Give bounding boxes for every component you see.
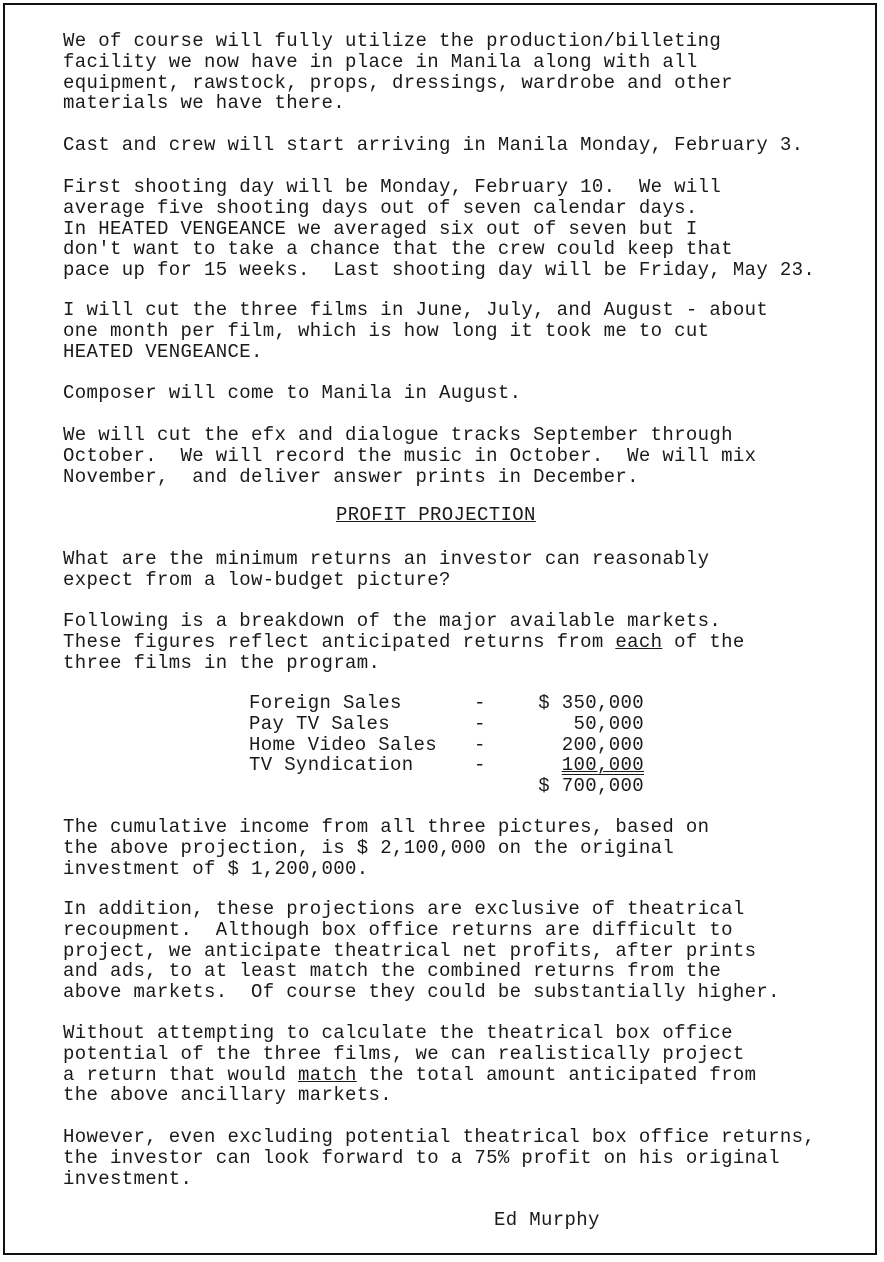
signature: Ed Murphy — [494, 1209, 600, 1231]
paragraph-addition: In addition, these projections are exclusive of theatrical recoupment. Although box office returns are difficult to project, we anticipate theatrical net profits, after prints and ads, to at least match the combined returns from the above markets. Of course they could be substantially higher. — [63, 898, 780, 1004]
total-row — [249, 776, 644, 797]
document-page — [3, 3, 877, 1255]
section-heading: PROFIT PROJECTION — [336, 504, 536, 526]
breakdown-line-1: Following is a breakdown of the major available markets. — [63, 610, 722, 632]
breakdown-line-2-start: These figures reflect anticipated returns from — [63, 630, 616, 653]
emphasis-each: each — [615, 630, 663, 653]
paragraph-composer: Composer will come to Manila in August. — [63, 382, 522, 404]
without-line-3-end: the total amount anticipated from — [356, 1063, 757, 1086]
paragraph-cast-arrival: Cast and crew will start arriving in Manila Monday, February 3. — [63, 134, 804, 156]
market-amount-underlined: 100,000 — [561, 754, 644, 777]
table-row — [249, 693, 644, 714]
emphasis-match: match — [298, 1063, 357, 1086]
market-amount: $ 350,000 — [538, 692, 644, 714]
paragraph-breakdown — [63, 611, 745, 673]
without-line-4: the above ancillary markets. — [63, 1084, 393, 1107]
without-line-3-start: a return that would — [63, 1063, 299, 1086]
market-label: TV Syndication — [249, 754, 414, 777]
total-amount — [534, 776, 644, 797]
market-amount: 50,000 — [573, 712, 644, 735]
without-line-1: Without attempting to calculate the theatrical box office — [63, 1022, 733, 1044]
market-amount — [534, 755, 644, 776]
market-dash: - — [474, 692, 486, 714]
breakdown-line-2-end: of the — [662, 630, 745, 653]
paragraph-cumulative: The cumulative income from all three pictures, based on the above projection, is $ 2,100,000 on the original investment of $ 1,200,000. — [63, 816, 710, 880]
table-row — [249, 735, 644, 756]
market-label: Foreign Sales — [249, 692, 402, 714]
markets-table — [249, 693, 644, 797]
market-label: Home Video Sales — [249, 733, 438, 756]
market-amount: 200,000 — [561, 733, 644, 756]
table-row — [249, 755, 644, 776]
table-row — [249, 714, 644, 735]
without-line-2: potential of the three films, we can realistically project — [63, 1042, 745, 1065]
market-dash: - — [474, 754, 486, 777]
paragraph-post-production: We will cut the efx and dialogue tracks September through October. We will record the music in October. We will mix November, and deliver answer prints in December. — [63, 424, 757, 488]
market-dash: - — [474, 712, 486, 735]
paragraph-without — [63, 1023, 756, 1106]
paragraph-shooting-schedule: First shooting day will be Monday, February 10. We will average five shooting days out of seven calendar days. In HEATED VENGEANCE we averaged six out of seven but I don't want to take a chance that the crew could keep that pace up for 15 weeks. Last shooting day will be Friday, May 23. — [63, 176, 816, 282]
market-dash: - — [474, 733, 486, 756]
paragraph-question: What are the minimum returns an investor can reasonably expect from a low-budget picture? — [63, 548, 710, 591]
total-currency: $ — [538, 775, 550, 798]
breakdown-line-3: three films in the program. — [63, 651, 381, 674]
market-label: Pay TV Sales — [249, 712, 391, 735]
paragraph-however: However, even excluding potential theatrical box office returns, the investor can look forward to a 75% profit on his original investment. — [63, 1126, 816, 1190]
paragraph-facility: We of course will fully utilize the production/billeting facility we now have in place in Manila along with all equipment, rawstock, props, dressings, wardrobe and other materials we have there. — [63, 30, 733, 115]
total-value: 700,000 — [561, 775, 644, 798]
paragraph-editing: I will cut the three films in June, July, and August - about one month per film, which is how long it took me to cut HEATED VENGEANCE. — [63, 299, 769, 363]
